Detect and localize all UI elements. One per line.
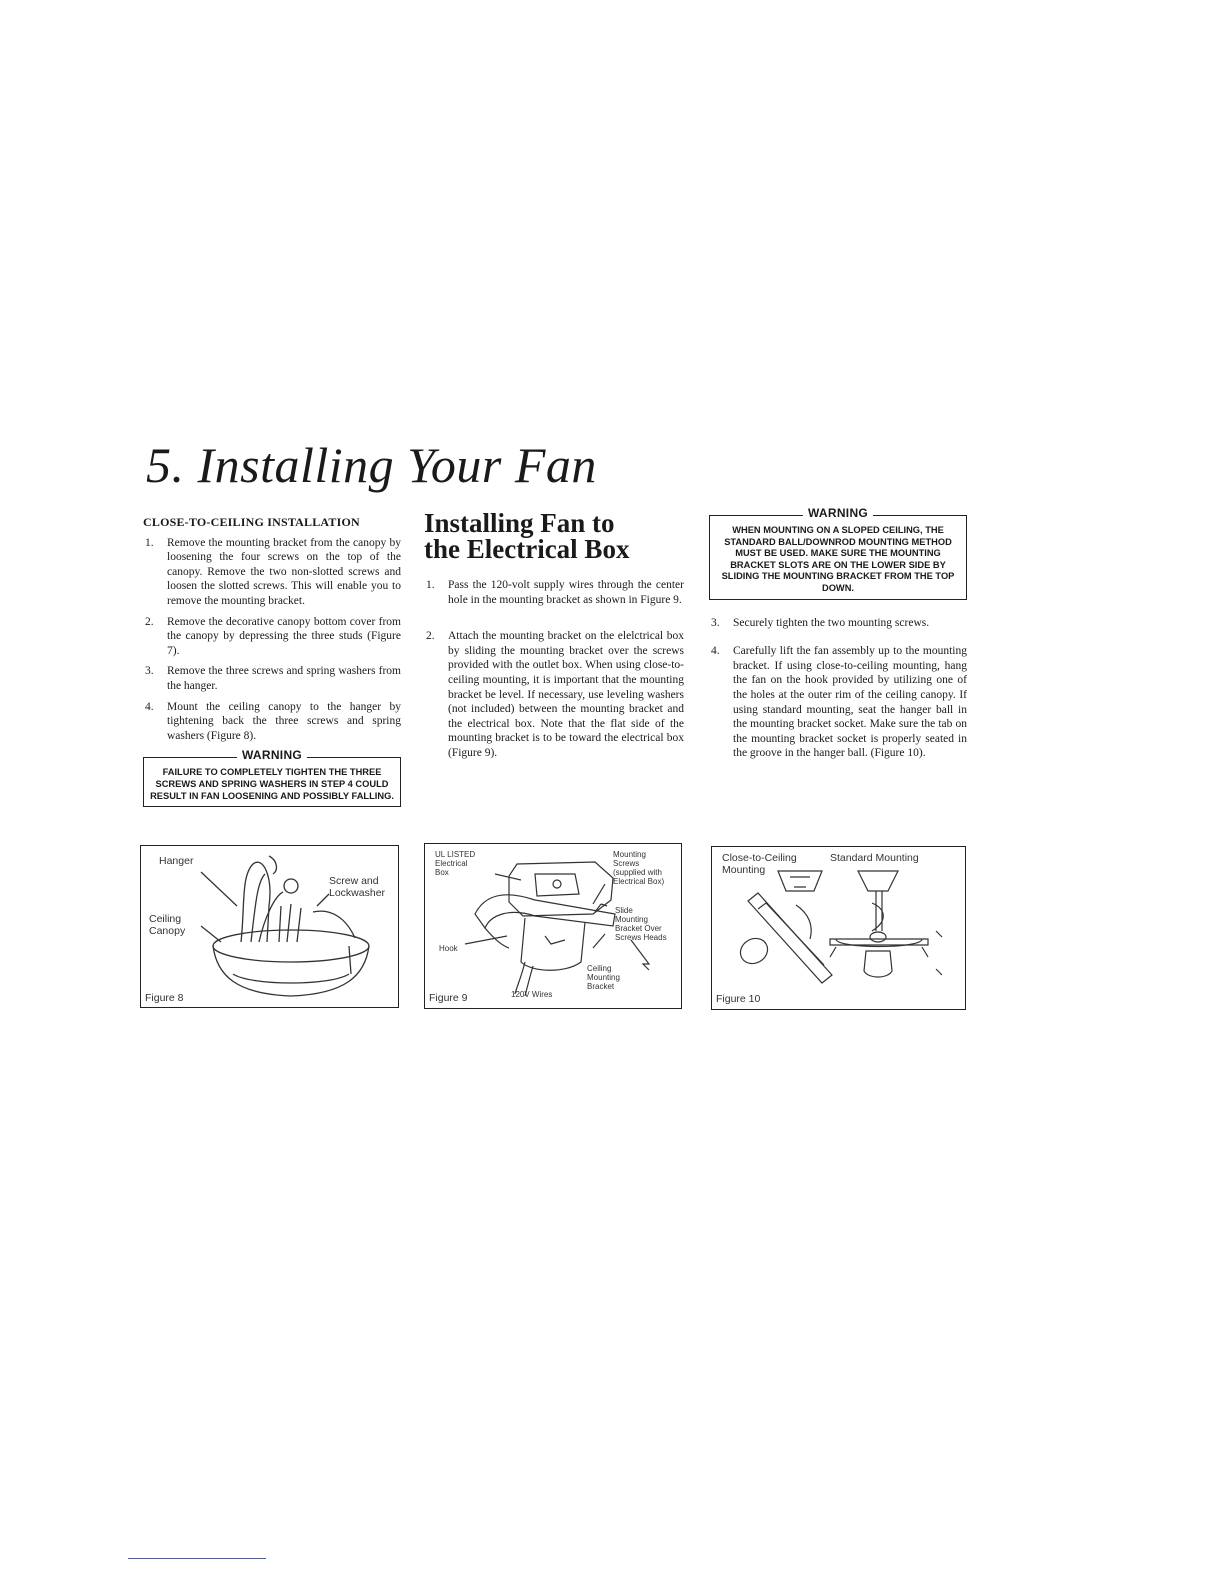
figure-caption: Figure 10 — [716, 993, 761, 1005]
steps-list — [709, 616, 967, 761]
step-number: 2. — [426, 630, 435, 643]
label-standard: Standard Mounting — [830, 852, 919, 864]
label-screw-line1: Screw and — [329, 875, 379, 887]
step-number: 4. — [145, 700, 154, 713]
label-close-line2: Mounting — [722, 864, 766, 876]
section-title-line: the Electrical Box — [424, 534, 630, 564]
label-hook: Hook — [439, 944, 458, 953]
section-title — [424, 510, 684, 562]
step-number: 1. — [426, 579, 435, 591]
label-slide-line1: Slide — [615, 906, 633, 915]
step-text: Attach the mounting bracket on the elelctrical box by sliding the mounting bracket over the screws provided with the outlet box. When using close-to-ceiling mounting, it is important that the mounting bracket be level. If necessary, use leveling washers (not included) between the mounting bracket and the electrical box. Note that the flat side of the mounting bracket is to be toward the electrical box (Figure 9). — [448, 630, 684, 759]
step-text: Pass the 120-volt supply wires through the center hole in the mounting bracket as shown in Figure 9. — [448, 579, 684, 606]
step-text: Remove the decorative canopy bottom cover from the canopy by depressing the three studs (Figure 7). — [167, 615, 401, 657]
label-bracket-line1: Ceiling — [587, 964, 612, 973]
label-slide-line3: Bracket Over — [615, 924, 662, 933]
label-slide-line4: Screws Heads — [615, 933, 667, 942]
footer-rule — [128, 1558, 266, 1559]
step-text: Mount the ceiling canopy to the hanger by tightening back the three screws and spring washers (Figure 8). — [167, 700, 401, 742]
label-hanger: Hanger — [159, 855, 194, 867]
label-screw-line2: Lockwasher — [329, 887, 386, 899]
list-item — [709, 644, 967, 761]
label-ul-line3: Box — [435, 868, 449, 877]
step-number: 2. — [145, 615, 154, 628]
section-title-line: Installing Fan to — [424, 508, 615, 538]
figure-8 — [140, 845, 399, 1008]
list-item — [143, 664, 401, 693]
list-item — [709, 616, 967, 631]
label-screws-line3: (supplied with — [613, 868, 662, 877]
column-electrical-box — [424, 510, 684, 783]
steps-list — [424, 578, 684, 761]
steps-list — [143, 536, 401, 744]
step-text: Carefully lift the fan assembly up to the mounting bracket. If using close-to-ceiling mounting, hang the fan on the hook provided by utilizing one of the holes at the outer rim of the ceiling canopy. If using standard mounting, seat the hanger ball in the mounting bracket socket. Make sure the tab on the mounting bracket socket is properly seated in the groove in the hanger ball. (Figure 10). — [733, 645, 967, 760]
label-bracket-line3: Bracket — [587, 982, 615, 991]
step-number: 4. — [711, 645, 720, 658]
label-slide-line2: Mounting — [615, 915, 648, 924]
label-screws-line1: Mounting — [613, 850, 646, 859]
step-text: Securely tighten the two mounting screws. — [733, 616, 930, 629]
label-ul-line2: Electrical — [435, 859, 468, 868]
list-item — [143, 700, 401, 744]
step-number: 3. — [711, 616, 720, 629]
column-mounting — [709, 506, 967, 775]
warning-text: FAILURE TO COMPLETELY TIGHTEN THE THREE SCREWS AND SPRING WASHERS IN STEP 4 COULD RESULT IN FAN LOOSENING AND POSSIBLY FALLING. — [150, 767, 394, 801]
section-subhead: CLOSE-TO-CEILING INSTALLATION — [143, 515, 360, 529]
column-close-to-ceiling — [143, 510, 401, 807]
step-text: Remove the three screws and spring washers from the hanger. — [167, 665, 401, 692]
step-number: 1. — [145, 536, 154, 549]
page-title: 5. Installing Your Fan — [146, 437, 597, 493]
figure-caption: Figure 9 — [429, 992, 468, 1004]
warning-text: WHEN MOUNTING ON A SLOPED CEILING, THE STANDARD BALL/DOWNROD MOUNTING METHOD MUST BE USED. MAKE SURE THE MOUNTING BRACKET SLOTS ARE ON THE LOWER SIDE BY SLIDING THE MOUNTING BRACKET FROM THE TOP DOWN. — [721, 525, 955, 593]
warning-box — [143, 748, 401, 807]
figure-caption: Figure 8 — [145, 992, 184, 1004]
list-item — [424, 629, 684, 760]
warning-box — [709, 506, 967, 600]
label-canopy-line1: Ceiling — [149, 913, 182, 925]
label-screws-line4: Electrical Box) — [613, 877, 665, 886]
figure-10 — [711, 846, 966, 1010]
step-number: 3. — [145, 665, 154, 678]
step-text: Remove the mounting bracket from the canopy by loosening the four screws on the top of the canopy. Remove the two non-slotted screws and loosen the slotted screws. This will enable you to remove the mounting bracket. — [167, 536, 401, 607]
warning-heading: WARNING — [237, 750, 307, 762]
figure-9 — [424, 843, 682, 1009]
list-item — [143, 536, 401, 609]
label-close-line1: Close-to-Ceiling — [722, 852, 797, 864]
label-screws-line2: Screws — [613, 859, 640, 868]
label-ul-line1: UL LISTED — [435, 850, 476, 859]
warning-heading: WARNING — [803, 508, 873, 520]
label-wires: 120V Wires — [511, 990, 553, 999]
list-item — [143, 615, 401, 659]
list-item — [424, 578, 684, 607]
label-canopy-line2: Canopy — [149, 925, 186, 937]
label-bracket-line2: Mounting — [587, 973, 620, 982]
